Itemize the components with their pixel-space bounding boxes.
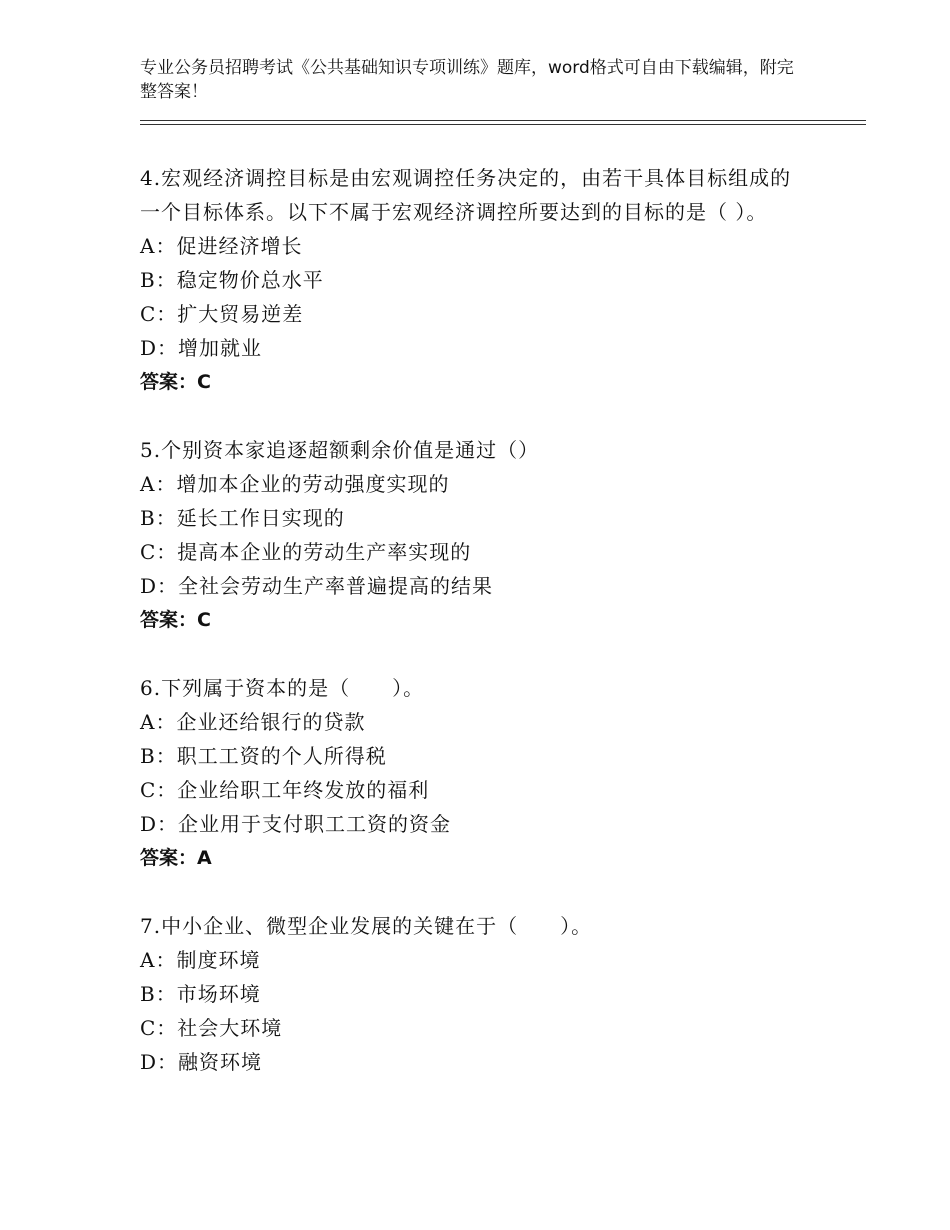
question-5 xyxy=(140,433,820,637)
option-b: B：稳定物价总水平 xyxy=(140,268,324,292)
document-header: 专业公务员招聘考试《公共基础知识专项训练》题库，word格式可自由下载编辑，附完整答案！ xyxy=(140,58,794,102)
option-b: B：职工工资的个人所得税 xyxy=(140,744,387,768)
option-d: D：全社会劳动生产率普遍提高的结果 xyxy=(140,574,494,598)
option-b: B：延长工作日实现的 xyxy=(140,506,345,530)
question-stem: 4.宏观经济调控目标是由宏观调控任务决定的，由若干具体目标组成的一个目标体系。以下不属于宏观经济调控所要达到的目标的是（ ）。 xyxy=(140,166,792,224)
option-d: D：增加就业 xyxy=(140,336,263,360)
question-list xyxy=(140,161,820,1113)
question-4 xyxy=(140,161,820,399)
option-d: D：融资环境 xyxy=(140,1050,263,1074)
option-c: C：企业给职工年终发放的福利 xyxy=(140,778,430,802)
answer-label: 答案：A xyxy=(140,847,212,869)
option-a: A：增加本企业的劳动强度实现的 xyxy=(140,472,450,496)
option-a: A：制度环境 xyxy=(140,948,261,972)
question-stem: 6.下列属于资本的是（ ）。 xyxy=(140,676,425,700)
option-a: A：企业还给银行的贷款 xyxy=(140,710,366,734)
question-stem: 5.个别资本家追逐超额剩余价值是通过（） xyxy=(140,438,540,462)
option-c: C：扩大贸易逆差 xyxy=(140,302,304,326)
option-d: D：企业用于支付职工工资的资金 xyxy=(140,812,452,836)
answer-label: 答案：C xyxy=(140,609,211,631)
option-c: C：社会大环境 xyxy=(140,1016,283,1040)
option-c: C：提高本企业的劳动生产率实现的 xyxy=(140,540,472,564)
question-stem: 7.中小企业、微型企业发展的关键在于（ ）。 xyxy=(140,914,593,938)
question-6 xyxy=(140,671,820,875)
option-b: B：市场环境 xyxy=(140,982,261,1006)
header-divider xyxy=(140,120,866,125)
answer-label: 答案：C xyxy=(140,371,211,393)
question-7 xyxy=(140,909,820,1079)
option-a: A：促进经济增长 xyxy=(140,234,303,258)
